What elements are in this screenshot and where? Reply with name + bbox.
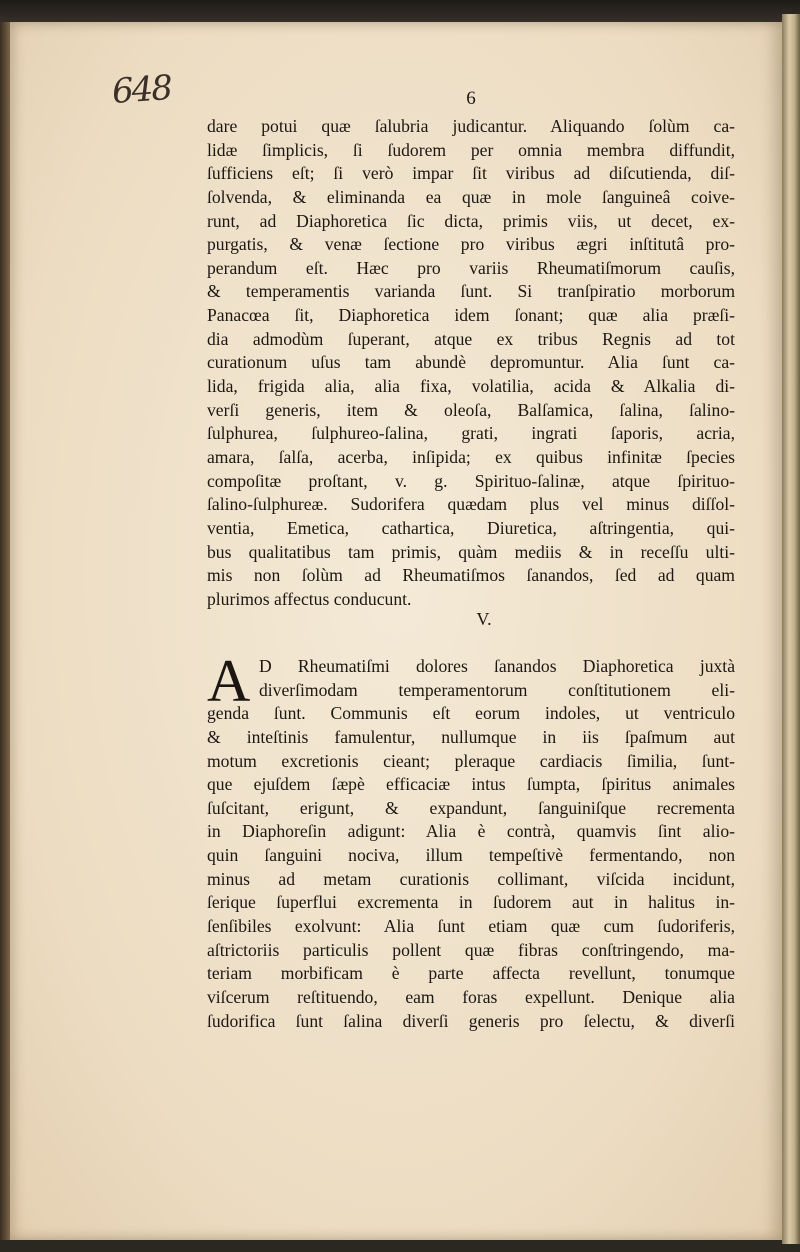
text-line: diverſimodam temperamentorum conſtitutionem eli- [259,679,735,700]
text-line: que ejuſdem ſæpè efficaciæ intus ſumpta, ſpiritus animales [207,774,735,795]
text-line: lida, frigida alia, alia fixa, volatilia, acida & Alkalia di- [207,376,735,397]
text-line: amara, ſalſa, acerba, inſipida; ex quibus infinitæ ſpecies [207,446,735,467]
text-line: runt, ad Diaphoretica ſic dicta, primis viis, ut decet, ex- [207,210,735,231]
text-line: ventia, Emetica, cathartica, Diuretica, aſtringentia, qui- [207,517,735,538]
text-line: verſi generis, item & oleoſa, Balſamica, ſalina, ſalino- [207,399,735,420]
text-line: teriam morbificam è parte affecta revellunt, tonumque [207,963,735,984]
text-line: compoſitæ proſtant, v. g. Spirituo-ſalinæ, atque ſpirituo- [207,470,735,491]
text-line: purgatis, & venæ ſectione pro viribus ægri inſtitutâ pro- [207,234,735,255]
text-line: ſerique ſuperflui excrementa in ſudorem aut in halitus in- [207,892,735,913]
text-line: mis non ſolùm ad Rheumatiſmos ſanandos, ſed ad quam [207,565,735,586]
section-heading: V. [476,609,492,629]
text-line: aſtrictoriis particulis pollent quæ fibras conſtringendo, ma- [207,939,735,960]
text-line: bus qualitatibus tam primis, quàm mediis & in receſſu ulti- [207,541,735,562]
text-line: curationum uſus tam abundè depromuntur. Alia ſunt ca- [207,352,735,373]
text-line: & inteſtinis famulentur, nullumque in iis ſpaſmum aut [207,726,735,747]
text-line: Panacœa ſit, Diaphoretica idem ſonant; quæ alia præſi- [207,305,735,326]
text-line: & temperamentis varianda ſunt. Si tranſpiratio morborum [207,281,735,302]
left-page-edge [0,22,10,1240]
signature-mark: 6 [466,88,476,109]
text-line: ſudorifica ſunt ſalina diverſi generis pro ſelectu, & diverſi [207,1010,735,1031]
text-line: ſuſcitant, erigunt, & expandunt, ſanguiniſque recrementa [207,797,735,818]
text-line: ſolvenda, & eliminanda ea quæ in mole ſanguineâ coive- [207,186,735,207]
text-line: motum excretionis cieant; pleraque cardiacis ſimilia, ſunt- [207,750,735,771]
text-line: dare potui quæ ſalubria judicantur. Aliquando ſolùm ca- [207,116,735,136]
text-line: perandum eſt. Hæc pro variis Rheumatiſmorum cauſis, [207,257,735,278]
text-line: lidæ ſimplicis, ſi ſudorem per omnia membra diffundit, [207,139,735,160]
text-line: ſalino-ſulphureæ. Sudorifera quædam plus vel minus diſſol- [207,494,735,515]
text-line: plurimos affectus conducunt. [207,588,412,609]
drop-cap-letter: A [207,648,251,714]
right-page-stack-edge [782,14,800,1244]
text-line: ſufficiens eſt; ſi verò impar ſit viribus ad diſcutienda, diſ- [207,163,735,184]
text-line: ſenſibiles exolvunt: Alia ſunt etiam quæ cum ſudoriferis, [207,916,735,937]
text-line: in Diaphoreſin adigunt: Alia è contrà, quamvis ſint alio- [207,821,735,842]
text-line: dia admodùm ſuperant, atque ex tribus Regnis ad tot [207,328,735,349]
text-line: ſulphurea, ſulphureo-ſalina, grati, ingrati ſaporis, acria, [207,423,735,444]
text-line: viſcerum reſtituendo, eam foras expellunt. Denique alia [207,986,735,1007]
text-line: quin ſanguini nociva, illum tempeſtivè fermentando, non [207,845,735,866]
paragraph-continued [207,115,735,611]
section-v-paragraph [207,648,735,1033]
text-line: minus ad metam curationis collimant, viſcida incidunt, [207,868,735,889]
handwritten-folio-number: 648 [110,67,173,113]
text-line: genda ſunt. Communis eſt eorum indoles, ut ventriculo [207,703,735,724]
text-line: D Rheumatiſmi dolores ſanandos Diaphoretica juxtà [259,656,735,676]
